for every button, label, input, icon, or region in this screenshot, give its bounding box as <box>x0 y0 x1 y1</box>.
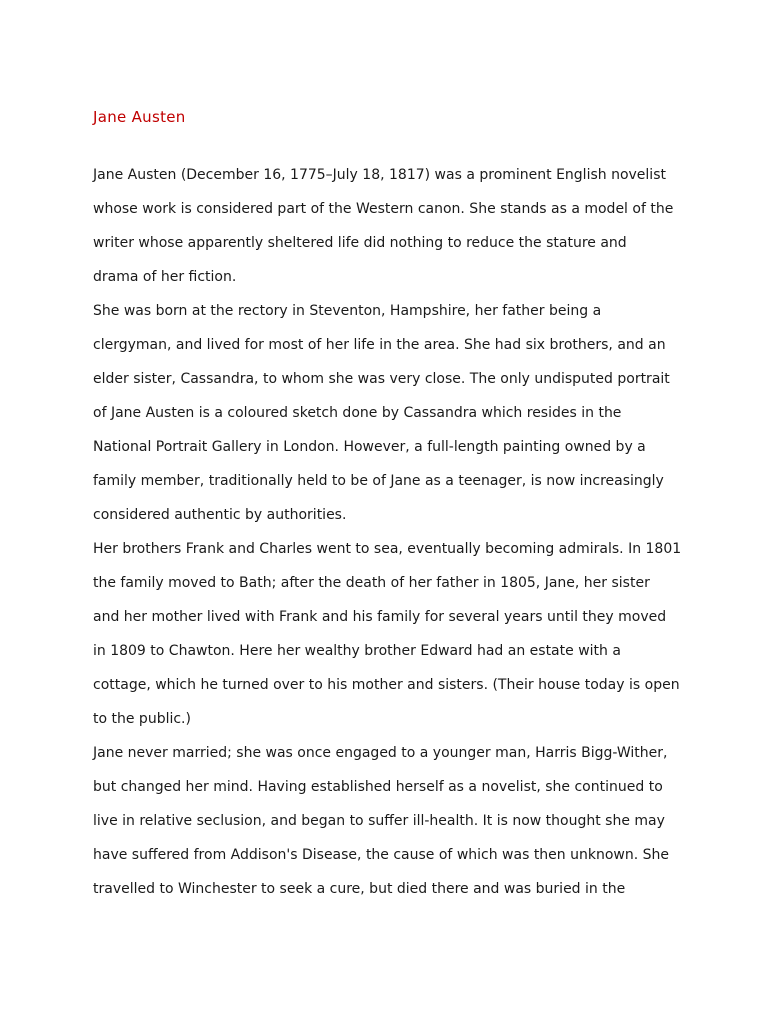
text-line: elder sister, Cassandra, to whom she was very close. The only undisputed portrait <box>93 371 670 387</box>
text-line: Jane never married; she was once engaged to a younger man, Harris Bigg-Wither, <box>93 745 668 761</box>
text-line: National Portrait Gallery in London. However, a full-length painting owned by a <box>93 439 646 455</box>
document-body <box>93 158 693 906</box>
text-line: cottage, which he turned over to his mother and sisters. (Their house today is open <box>93 677 680 693</box>
text-line: writer whose apparently sheltered life did nothing to reduce the stature and <box>93 235 627 251</box>
text-line: clergyman, and lived for most of her life in the area. She had six brothers, and an <box>93 337 666 353</box>
text-line: to the public.) <box>93 711 191 727</box>
text-line: Her brothers Frank and Charles went to sea, eventually becoming admirals. In 1801 <box>93 541 682 557</box>
text-line: in 1809 to Chawton. Here her wealthy brother Edward had an estate with a <box>93 643 621 659</box>
text-line: of Jane Austen is a coloured sketch done by Cassandra which resides in the <box>93 405 622 421</box>
text-line: and her mother lived with Frank and his family for several years until they moved <box>93 609 667 625</box>
text-line: but changed her mind. Having established herself as a novelist, she continued to <box>93 779 663 795</box>
text-line: family member, traditionally held to be of Jane as a teenager, is now increasingly <box>93 473 664 489</box>
text-line: have suffered from Addison's Disease, the cause of which was then unknown. She <box>93 847 670 863</box>
document-title: Jane Austen <box>93 108 186 126</box>
text-line: whose work is considered part of the Western canon. She stands as a model of the <box>93 201 674 217</box>
text-line: the family moved to Bath; after the death of her father in 1805, Jane, her sister <box>93 575 650 591</box>
text-line: travelled to Winchester to seek a cure, but died there and was buried in the <box>93 881 626 897</box>
text-line: She was born at the rectory in Steventon, Hampshire, her father being a <box>93 303 602 319</box>
text-line: considered authentic by authorities. <box>93 507 347 523</box>
text-line: drama of her fiction. <box>93 269 237 285</box>
text-line: Jane Austen (December 16, 1775–July 18, 1817) was a prominent English novelist <box>93 167 666 183</box>
text-line: live in relative seclusion, and began to suffer ill-health. It is now thought she may <box>93 813 665 829</box>
